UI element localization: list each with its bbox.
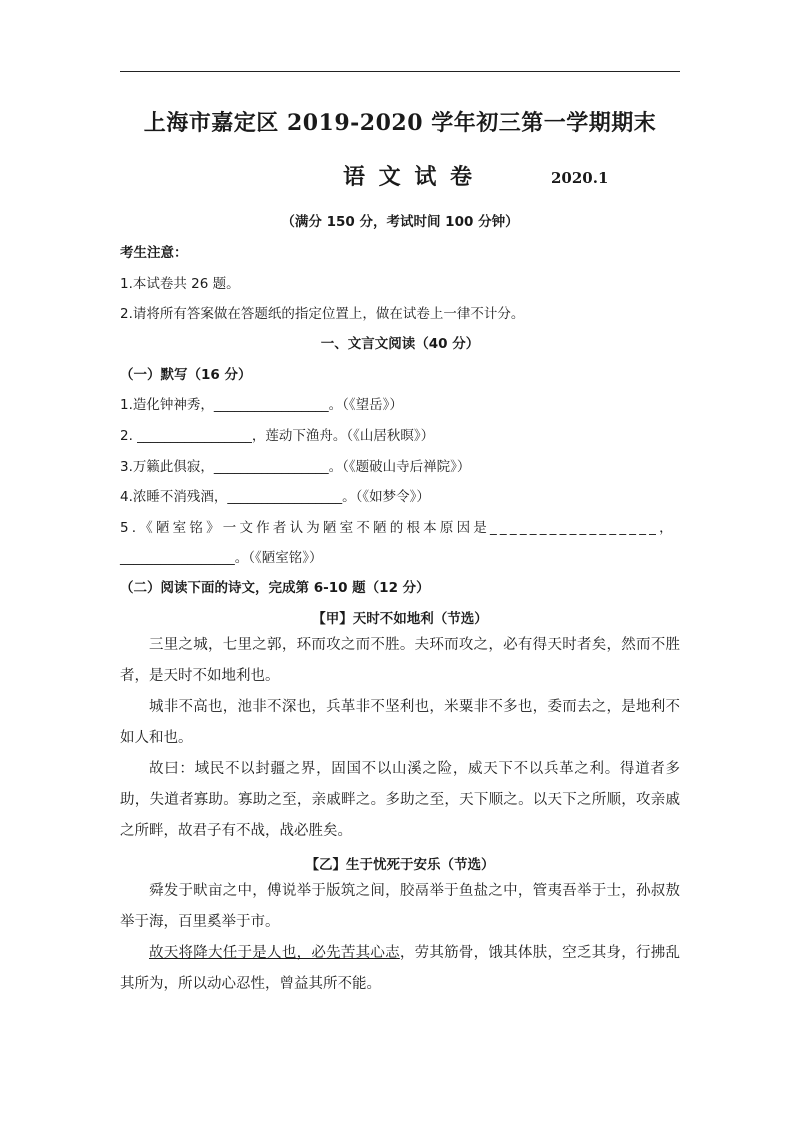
part-title: （二）阅读下面的诗文，完成第 6-10 题（12 分） — [120, 580, 430, 596]
question-5: 5.《陋室铭》一文作者认为陋室不陋的根本原因是_________________， — [120, 520, 676, 536]
notice-item: 2.请将所有答案做在答题纸的指定位置上，做在试卷上一律不计分。 — [120, 306, 525, 322]
underlined-sentence: 故天将降大任于是人也，必先苦其心志 — [149, 945, 400, 961]
question-2: 2. _________________，莲动下渔舟。（《山居秋暝》） — [120, 428, 435, 444]
question-1: 1.造化钟神秀，_________________。（《望岳》） — [120, 397, 403, 413]
passage-a-paragraph: 三里之城，七里之郭，环而攻之而不胜。夫环而攻之，必有得天时者矣，然而不胜者，是天时不如地利也。 — [120, 637, 680, 684]
header-rule — [120, 71, 680, 72]
passage-a-paragraph: 城非不高也，池非不深也，兵革非不坚利也，米粟非不多也，委而去之，是地利不如人和也。 — [120, 699, 680, 746]
passage-a-title: 【甲】天时不如地利（节选） — [312, 611, 488, 627]
section-title: 一、文言文阅读（40 分） — [320, 336, 480, 352]
score-info: （满分 150 分，考试时间 100 分钟） — [281, 214, 519, 230]
passage-b-paragraph: 舜发于畎亩之中，傅说举于版筑之间，胶鬲举于鱼盐之中，管夷吾举于士，孙叔敖举于海，百里奚举于市。 — [120, 883, 680, 930]
notice-heading: 考生注意： — [120, 245, 188, 261]
part-title: （一）默写（16 分） — [120, 367, 252, 383]
passage-b-title: 【乙】生于忧死于安乐（节选） — [305, 857, 495, 873]
exam-subtitle: 语 文 试 卷 — [343, 164, 475, 190]
exam-date: 2020.1 — [551, 169, 609, 187]
exam-title: 上海市嘉定区 2019-2020 学年初三第一学期期末 — [143, 110, 657, 136]
question-5-continued: _________________。（《陋室铭》） — [120, 550, 323, 566]
question-3: 3.万籁此俱寂，_________________。（《题破山寺后禅院》） — [120, 459, 471, 475]
paragraph-text: ，劳其筋骨，饿其体肤，空乏其身，行拂乱其所为，所以动心忍性，曾益其所不能。 — [120, 945, 681, 992]
question-4: 4.浓睡不消残酒，_________________。（《如梦令》） — [120, 489, 430, 505]
passage-b-paragraph — [120, 938, 680, 1000]
passage-a-paragraph: 故曰：域民不以封疆之界，固国不以山溪之险，威天下不以兵革之利。得道者多助，失道者寡助。寡助之至，亲戚畔之。多助之至，天下顺之。以天下之所顺，攻亲戚之所畔，故君子有不战，战必胜矣。 — [120, 761, 680, 839]
notice-item: 1.本试卷共 26 题。 — [120, 276, 240, 292]
